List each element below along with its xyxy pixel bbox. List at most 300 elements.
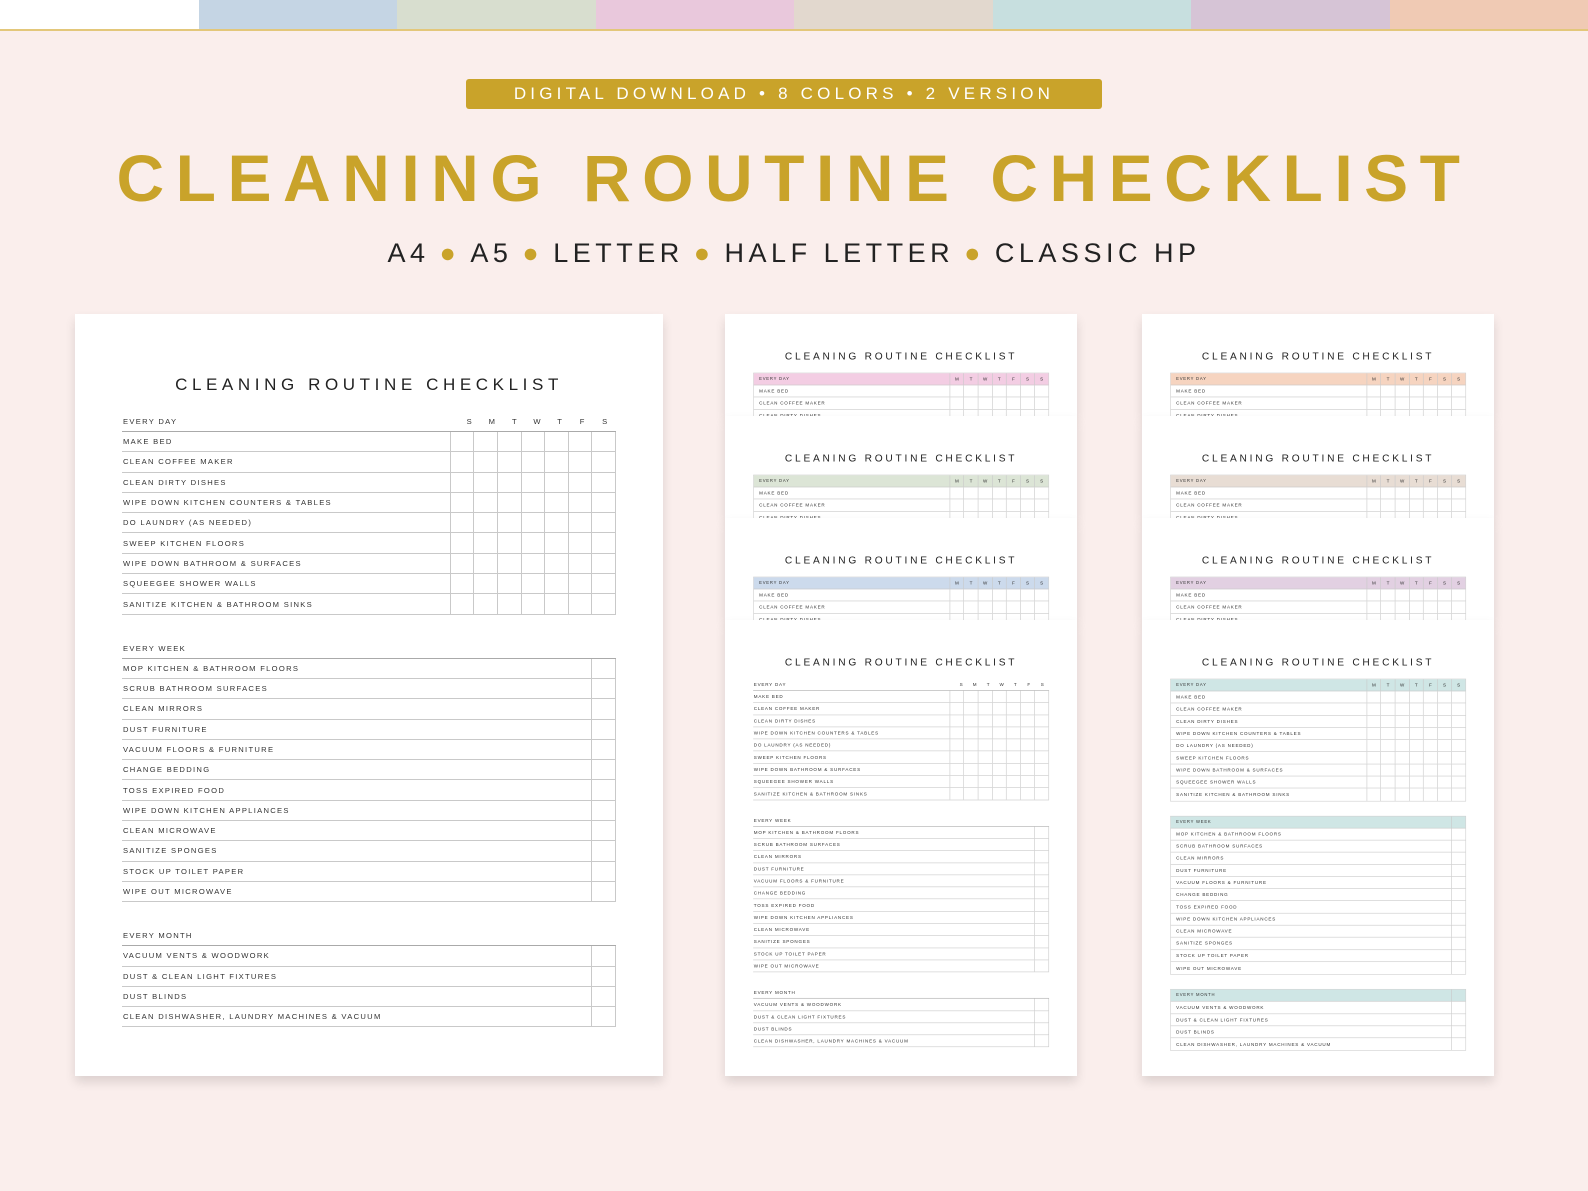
checkbox-cell[interactable] [1423, 776, 1437, 788]
checkbox-cell[interactable] [568, 493, 592, 512]
checkbox-cell[interactable] [964, 739, 978, 751]
checkbox-cell[interactable] [1020, 487, 1034, 499]
checkbox-cell[interactable] [473, 513, 497, 532]
checkbox-cell[interactable] [497, 574, 521, 593]
checkbox-cell[interactable] [1020, 739, 1034, 751]
checkbox-cell[interactable] [964, 715, 978, 727]
checkbox-cell[interactable] [1381, 728, 1395, 740]
checkbox-cell[interactable] [992, 691, 1006, 703]
checkbox-cell[interactable] [1367, 691, 1381, 703]
checkbox-cell[interactable] [1409, 716, 1423, 728]
checkbox-cell[interactable] [964, 385, 978, 397]
checkbox-cell[interactable] [568, 594, 592, 613]
checkbox-cell[interactable] [1367, 589, 1381, 601]
checkbox-cell[interactable] [521, 574, 545, 593]
checkbox-cell[interactable] [964, 788, 978, 800]
checkbox-cell[interactable] [1409, 385, 1423, 397]
checkbox-cell[interactable] [978, 715, 992, 727]
checkbox-cell[interactable] [1034, 487, 1048, 499]
checkbox-cell[interactable] [1020, 727, 1034, 739]
checkbox-cell[interactable] [568, 513, 592, 532]
checkbox-cell[interactable] [1381, 776, 1395, 788]
checkbox-cell[interactable] [1034, 715, 1049, 727]
checkbox-cell[interactable] [1423, 789, 1437, 801]
checkbox-cell[interactable] [1034, 936, 1049, 948]
checkbox-cell[interactable] [1006, 727, 1020, 739]
checkbox-cell[interactable] [450, 554, 474, 573]
checkbox-cell[interactable] [1409, 589, 1423, 601]
checkbox-cell[interactable] [950, 601, 964, 613]
checkbox-cell[interactable] [1034, 851, 1049, 863]
checkbox-cell[interactable] [1423, 703, 1437, 715]
checkbox-cell[interactable] [591, 554, 616, 573]
checkbox-cell[interactable] [591, 699, 616, 718]
checkbox-cell[interactable] [591, 493, 616, 512]
checkbox-cell[interactable] [473, 533, 497, 552]
checkbox-cell[interactable] [1423, 487, 1437, 499]
checkbox-cell[interactable] [1409, 789, 1423, 801]
checkbox-cell[interactable] [591, 740, 616, 759]
checkbox-cell[interactable] [1006, 788, 1020, 800]
checkbox-cell[interactable] [1395, 728, 1409, 740]
checkbox-cell[interactable] [1451, 716, 1465, 728]
checkbox-cell[interactable] [1395, 703, 1409, 715]
checkbox-cell[interactable] [1437, 764, 1451, 776]
checkbox-cell[interactable] [978, 385, 992, 397]
checkbox-cell[interactable] [591, 432, 616, 451]
checkbox-cell[interactable] [1034, 727, 1049, 739]
checkbox-cell[interactable] [591, 452, 616, 471]
checkbox-cell[interactable] [1395, 499, 1409, 511]
checkbox-cell[interactable] [497, 473, 521, 492]
checkbox-cell[interactable] [964, 776, 978, 788]
checkbox-cell[interactable] [1451, 752, 1465, 764]
checkbox-cell[interactable] [1381, 789, 1395, 801]
checkbox-cell[interactable] [1034, 863, 1049, 875]
checkbox-cell[interactable] [978, 703, 992, 715]
checkbox-cell[interactable] [473, 452, 497, 471]
checkbox-cell[interactable] [1409, 487, 1423, 499]
checkbox-cell[interactable] [1020, 703, 1034, 715]
checkbox-cell[interactable] [591, 780, 616, 799]
checkbox-cell[interactable] [1367, 601, 1381, 613]
checkbox-cell[interactable] [1381, 397, 1395, 409]
checkbox-cell[interactable] [1381, 589, 1395, 601]
checkbox-cell[interactable] [978, 691, 992, 703]
checkbox-cell[interactable] [1006, 589, 1020, 601]
checkbox-cell[interactable] [1020, 397, 1034, 409]
checkbox-cell[interactable] [1437, 487, 1451, 499]
checkbox-cell[interactable] [1020, 776, 1034, 788]
checkbox-cell[interactable] [1395, 789, 1409, 801]
checkbox-cell[interactable] [1409, 703, 1423, 715]
checkbox-cell[interactable] [964, 727, 978, 739]
checkbox-cell[interactable] [992, 764, 1006, 776]
checkbox-cell[interactable] [1006, 764, 1020, 776]
checkbox-cell[interactable] [978, 739, 992, 751]
checkbox-cell[interactable] [1451, 589, 1465, 601]
checkbox-cell[interactable] [1381, 499, 1395, 511]
checkbox-cell[interactable] [1367, 397, 1381, 409]
checkbox-cell[interactable] [591, 821, 616, 840]
checkbox-cell[interactable] [544, 432, 568, 451]
checkbox-cell[interactable] [978, 788, 992, 800]
checkbox-cell[interactable] [1006, 776, 1020, 788]
checkbox-cell[interactable] [1395, 385, 1409, 397]
checkbox-cell[interactable] [568, 452, 592, 471]
checkbox-cell[interactable] [992, 487, 1006, 499]
checkbox-cell[interactable] [1381, 764, 1395, 776]
checkbox-cell[interactable] [1451, 601, 1465, 613]
checkbox-cell[interactable] [544, 513, 568, 532]
checkbox-cell[interactable] [521, 513, 545, 532]
checkbox-cell[interactable] [497, 513, 521, 532]
checkbox-cell[interactable] [1451, 962, 1465, 974]
checkbox-cell[interactable] [591, 862, 616, 881]
checkbox-cell[interactable] [1437, 703, 1451, 715]
checkbox-cell[interactable] [591, 574, 616, 593]
checkbox-cell[interactable] [964, 601, 978, 613]
checkbox-cell[interactable] [950, 691, 964, 703]
checkbox-cell[interactable] [1006, 703, 1020, 715]
checkbox-cell[interactable] [544, 594, 568, 613]
checkbox-cell[interactable] [1451, 926, 1465, 938]
checkbox-cell[interactable] [1034, 887, 1049, 899]
checkbox-cell[interactable] [450, 493, 474, 512]
checkbox-cell[interactable] [591, 946, 616, 965]
checkbox-cell[interactable] [591, 533, 616, 552]
checkbox-cell[interactable] [1451, 487, 1465, 499]
checkbox-cell[interactable] [1437, 601, 1451, 613]
checkbox-cell[interactable] [978, 397, 992, 409]
checkbox-cell[interactable] [450, 452, 474, 471]
checkbox-cell[interactable] [591, 801, 616, 820]
checkbox-cell[interactable] [1006, 385, 1020, 397]
checkbox-cell[interactable] [1451, 938, 1465, 950]
checkbox-cell[interactable] [1020, 385, 1034, 397]
checkbox-cell[interactable] [521, 432, 545, 451]
checkbox-cell[interactable] [1451, 950, 1465, 962]
checkbox-cell[interactable] [568, 473, 592, 492]
checkbox-cell[interactable] [521, 554, 545, 573]
checkbox-cell[interactable] [992, 499, 1006, 511]
checkbox-cell[interactable] [1451, 913, 1465, 925]
checkbox-cell[interactable] [544, 554, 568, 573]
checkbox-cell[interactable] [1367, 764, 1381, 776]
checkbox-cell[interactable] [1423, 740, 1437, 752]
checkbox-cell[interactable] [1006, 601, 1020, 613]
checkbox-cell[interactable] [1034, 499, 1048, 511]
checkbox-cell[interactable] [964, 764, 978, 776]
checkbox-cell[interactable] [1395, 716, 1409, 728]
checkbox-cell[interactable] [992, 715, 1006, 727]
checkbox-cell[interactable] [1034, 739, 1049, 751]
checkbox-cell[interactable] [1451, 853, 1465, 865]
checkbox-cell[interactable] [992, 751, 1006, 763]
checkbox-cell[interactable] [950, 397, 964, 409]
checkbox-cell[interactable] [1437, 776, 1451, 788]
checkbox-cell[interactable] [1381, 487, 1395, 499]
checkbox-cell[interactable] [1451, 703, 1465, 715]
checkbox-cell[interactable] [1451, 385, 1465, 397]
checkbox-cell[interactable] [1034, 875, 1049, 887]
checkbox-cell[interactable] [1451, 776, 1465, 788]
checkbox-cell[interactable] [521, 452, 545, 471]
checkbox-cell[interactable] [1367, 740, 1381, 752]
checkbox-cell[interactable] [1437, 752, 1451, 764]
checkbox-cell[interactable] [591, 987, 616, 1006]
checkbox-cell[interactable] [1034, 776, 1049, 788]
checkbox-cell[interactable] [1437, 589, 1451, 601]
checkbox-cell[interactable] [497, 594, 521, 613]
checkbox-cell[interactable] [1437, 728, 1451, 740]
checkbox-cell[interactable] [1437, 716, 1451, 728]
checkbox-cell[interactable] [1020, 751, 1034, 763]
checkbox-cell[interactable] [1020, 589, 1034, 601]
checkbox-cell[interactable] [1034, 948, 1049, 960]
checkbox-cell[interactable] [473, 574, 497, 593]
checkbox-cell[interactable] [1034, 601, 1048, 613]
checkbox-cell[interactable] [1020, 499, 1034, 511]
checkbox-cell[interactable] [964, 589, 978, 601]
checkbox-cell[interactable] [591, 760, 616, 779]
checkbox-cell[interactable] [1367, 385, 1381, 397]
checkbox-cell[interactable] [978, 751, 992, 763]
checkbox-cell[interactable] [1451, 840, 1465, 852]
checkbox-cell[interactable] [992, 727, 1006, 739]
checkbox-cell[interactable] [1034, 1035, 1049, 1047]
checkbox-cell[interactable] [964, 499, 978, 511]
checkbox-cell[interactable] [1034, 899, 1049, 911]
checkbox-cell[interactable] [1451, 1002, 1465, 1014]
checkbox-cell[interactable] [1006, 487, 1020, 499]
checkbox-cell[interactable] [950, 715, 964, 727]
checkbox-cell[interactable] [521, 493, 545, 512]
checkbox-cell[interactable] [1367, 487, 1381, 499]
checkbox-cell[interactable] [591, 473, 616, 492]
checkbox-cell[interactable] [1034, 764, 1049, 776]
checkbox-cell[interactable] [1451, 728, 1465, 740]
checkbox-cell[interactable] [1006, 715, 1020, 727]
checkbox-cell[interactable] [950, 788, 964, 800]
checkbox-cell[interactable] [497, 554, 521, 573]
checkbox-cell[interactable] [568, 574, 592, 593]
checkbox-cell[interactable] [1367, 703, 1381, 715]
checkbox-cell[interactable] [1381, 716, 1395, 728]
checkbox-cell[interactable] [1367, 752, 1381, 764]
checkbox-cell[interactable] [1451, 1026, 1465, 1038]
checkbox-cell[interactable] [950, 499, 964, 511]
checkbox-cell[interactable] [568, 533, 592, 552]
checkbox-cell[interactable] [1034, 826, 1049, 838]
checkbox-cell[interactable] [1451, 877, 1465, 889]
checkbox-cell[interactable] [1020, 788, 1034, 800]
checkbox-cell[interactable] [964, 751, 978, 763]
checkbox-cell[interactable] [1451, 499, 1465, 511]
checkbox-cell[interactable] [964, 397, 978, 409]
checkbox-cell[interactable] [1381, 740, 1395, 752]
checkbox-cell[interactable] [1034, 703, 1049, 715]
checkbox-cell[interactable] [1381, 601, 1395, 613]
checkbox-cell[interactable] [473, 554, 497, 573]
checkbox-cell[interactable] [950, 751, 964, 763]
checkbox-cell[interactable] [521, 533, 545, 552]
checkbox-cell[interactable] [1423, 385, 1437, 397]
checkbox-cell[interactable] [473, 473, 497, 492]
checkbox-cell[interactable] [1367, 776, 1381, 788]
checkbox-cell[interactable] [1409, 728, 1423, 740]
checkbox-cell[interactable] [1423, 589, 1437, 601]
checkbox-cell[interactable] [1034, 1023, 1049, 1035]
checkbox-cell[interactable] [591, 720, 616, 739]
checkbox-cell[interactable] [978, 776, 992, 788]
checkbox-cell[interactable] [591, 513, 616, 532]
checkbox-cell[interactable] [1437, 740, 1451, 752]
checkbox-cell[interactable] [1423, 764, 1437, 776]
checkbox-cell[interactable] [1451, 789, 1465, 801]
checkbox-cell[interactable] [591, 679, 616, 698]
checkbox-cell[interactable] [1451, 397, 1465, 409]
checkbox-cell[interactable] [1367, 728, 1381, 740]
checkbox-cell[interactable] [497, 452, 521, 471]
checkbox-cell[interactable] [1367, 716, 1381, 728]
checkbox-cell[interactable] [450, 432, 474, 451]
checkbox-cell[interactable] [450, 513, 474, 532]
checkbox-cell[interactable] [1451, 740, 1465, 752]
checkbox-cell[interactable] [1451, 865, 1465, 877]
checkbox-cell[interactable] [1395, 601, 1409, 613]
checkbox-cell[interactable] [992, 397, 1006, 409]
checkbox-cell[interactable] [978, 589, 992, 601]
checkbox-cell[interactable] [591, 594, 616, 613]
checkbox-cell[interactable] [1451, 764, 1465, 776]
checkbox-cell[interactable] [1034, 691, 1049, 703]
checkbox-cell[interactable] [1437, 691, 1451, 703]
checkbox-cell[interactable] [591, 882, 616, 901]
checkbox-cell[interactable] [544, 452, 568, 471]
checkbox-cell[interactable] [497, 432, 521, 451]
checkbox-cell[interactable] [1034, 788, 1049, 800]
checkbox-cell[interactable] [1409, 499, 1423, 511]
checkbox-cell[interactable] [1423, 716, 1437, 728]
checkbox-cell[interactable] [1409, 752, 1423, 764]
checkbox-cell[interactable] [1409, 601, 1423, 613]
checkbox-cell[interactable] [992, 703, 1006, 715]
checkbox-cell[interactable] [992, 739, 1006, 751]
checkbox-cell[interactable] [1409, 776, 1423, 788]
checkbox-cell[interactable] [1034, 924, 1049, 936]
checkbox-cell[interactable] [950, 703, 964, 715]
checkbox-cell[interactable] [1381, 691, 1395, 703]
checkbox-cell[interactable] [1437, 385, 1451, 397]
checkbox-cell[interactable] [1034, 839, 1049, 851]
checkbox-cell[interactable] [1395, 397, 1409, 409]
checkbox-cell[interactable] [1451, 889, 1465, 901]
checkbox-cell[interactable] [1034, 912, 1049, 924]
checkbox-cell[interactable] [1451, 691, 1465, 703]
checkbox-cell[interactable] [450, 473, 474, 492]
checkbox-cell[interactable] [1423, 728, 1437, 740]
checkbox-cell[interactable] [1451, 1038, 1465, 1050]
checkbox-cell[interactable] [1409, 740, 1423, 752]
checkbox-cell[interactable] [591, 1007, 616, 1026]
checkbox-cell[interactable] [473, 594, 497, 613]
checkbox-cell[interactable] [1034, 589, 1048, 601]
checkbox-cell[interactable] [1395, 776, 1409, 788]
checkbox-cell[interactable] [1034, 999, 1049, 1011]
checkbox-cell[interactable] [1006, 739, 1020, 751]
checkbox-cell[interactable] [1395, 740, 1409, 752]
checkbox-cell[interactable] [1395, 752, 1409, 764]
checkbox-cell[interactable] [950, 487, 964, 499]
checkbox-cell[interactable] [1423, 397, 1437, 409]
checkbox-cell[interactable] [1409, 764, 1423, 776]
checkbox-cell[interactable] [992, 385, 1006, 397]
checkbox-cell[interactable] [1451, 901, 1465, 913]
checkbox-cell[interactable] [544, 574, 568, 593]
checkbox-cell[interactable] [497, 493, 521, 512]
checkbox-cell[interactable] [950, 764, 964, 776]
checkbox-cell[interactable] [591, 659, 616, 678]
checkbox-cell[interactable] [978, 487, 992, 499]
checkbox-cell[interactable] [978, 499, 992, 511]
checkbox-cell[interactable] [1423, 499, 1437, 511]
checkbox-cell[interactable] [978, 601, 992, 613]
checkbox-cell[interactable] [964, 487, 978, 499]
checkbox-cell[interactable] [1437, 397, 1451, 409]
checkbox-cell[interactable] [992, 776, 1006, 788]
checkbox-cell[interactable] [1451, 828, 1465, 840]
checkbox-cell[interactable] [992, 589, 1006, 601]
checkbox-cell[interactable] [1367, 499, 1381, 511]
checkbox-cell[interactable] [950, 385, 964, 397]
checkbox-cell[interactable] [1006, 751, 1020, 763]
checkbox-cell[interactable] [1020, 715, 1034, 727]
checkbox-cell[interactable] [568, 554, 592, 573]
checkbox-cell[interactable] [1395, 691, 1409, 703]
checkbox-cell[interactable] [521, 594, 545, 613]
checkbox-cell[interactable] [1437, 789, 1451, 801]
checkbox-cell[interactable] [1381, 703, 1395, 715]
checkbox-cell[interactable] [1006, 691, 1020, 703]
checkbox-cell[interactable] [1020, 764, 1034, 776]
checkbox-cell[interactable] [473, 432, 497, 451]
checkbox-cell[interactable] [544, 473, 568, 492]
checkbox-cell[interactable] [1381, 385, 1395, 397]
checkbox-cell[interactable] [1020, 601, 1034, 613]
checkbox-cell[interactable] [1423, 752, 1437, 764]
checkbox-cell[interactable] [473, 493, 497, 512]
checkbox-cell[interactable] [964, 703, 978, 715]
checkbox-cell[interactable] [497, 533, 521, 552]
checkbox-cell[interactable] [1423, 601, 1437, 613]
checkbox-cell[interactable] [1034, 385, 1048, 397]
checkbox-cell[interactable] [591, 967, 616, 986]
checkbox-cell[interactable] [1381, 752, 1395, 764]
checkbox-cell[interactable] [1034, 1011, 1049, 1023]
checkbox-cell[interactable] [1034, 960, 1049, 972]
checkbox-cell[interactable] [521, 473, 545, 492]
checkbox-cell[interactable] [1395, 487, 1409, 499]
checkbox-cell[interactable] [568, 432, 592, 451]
checkbox-cell[interactable] [1367, 789, 1381, 801]
checkbox-cell[interactable] [450, 594, 474, 613]
checkbox-cell[interactable] [1409, 691, 1423, 703]
checkbox-cell[interactable] [1006, 499, 1020, 511]
checkbox-cell[interactable] [992, 788, 1006, 800]
checkbox-cell[interactable] [1395, 764, 1409, 776]
checkbox-cell[interactable] [1020, 691, 1034, 703]
